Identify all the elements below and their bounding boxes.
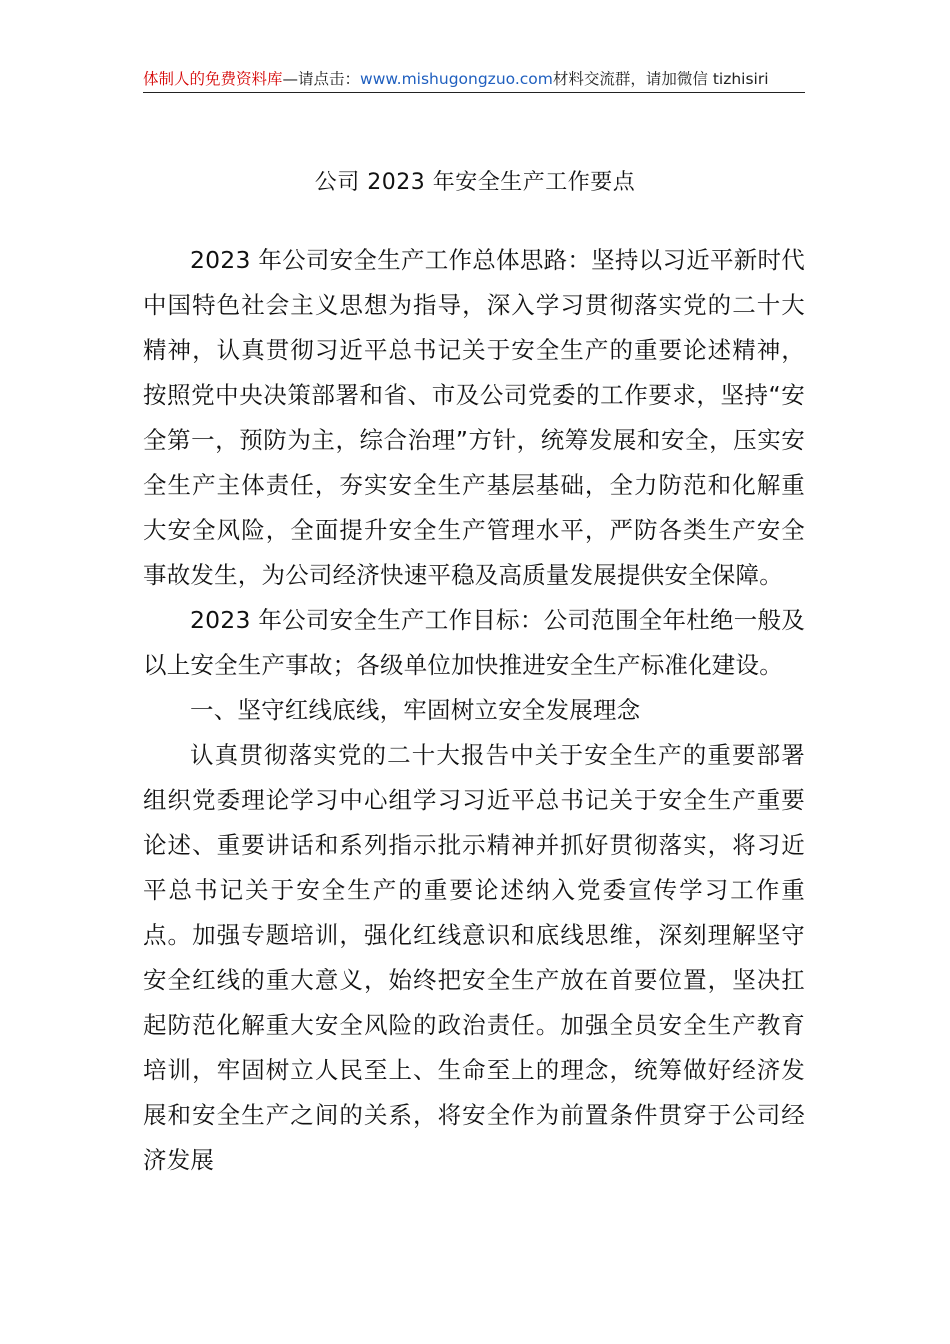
paragraph-overall-approach: 2023 年公司安全生产工作总体思路：坚持以习近平新时代中国特色社会主义思想为指导，深入学习贯彻落实党的二十大精神，认真贯彻习近平总书记关于安全生产的重要论述精神，按照党中央决策部署和省、市及公司党委的工作要求，坚持“安全第一，预防为主，综合治理”方针，统筹发展和安全，压实安全生产主体责任，夯实安全生产基层基础，全力防范和化解重大安全风险，全面提升安全生产管理水平，严防各类生产安全事故发生，为公司经济快速平稳及高质量发展提供安全保障。 xyxy=(143,246,805,589)
document-body xyxy=(143,238,805,1183)
paragraph-section-1: 认真贯彻落实党的二十大报告中关于安全生产的重要部署组织党委理论学习中心组学习习近平总书记关于安全生产重要论述、重要讲话和系列指示批示精神并抓好贯彻落实，将习近平总书记关于安全生产的重要论述纳入党委宣传学习工作重点。加强专题培训，强化红线意识和底线思维，深刻理解坚守安全红线的重大意义，始终把安全生产放在首要位置，坚决扛起防范化解重大安全风险的政治责任。加强全员安全生产教育培训，牢固树立人民至上、生命至上的理念，统筹做好经济发展和安全生产之间的关系，将安全作为前置条件贯穿于公司经济发展 xyxy=(143,741,805,1174)
header-note: 材料交流群，请加微信 tizhisiri xyxy=(552,70,769,88)
document-title: 公司 2023 年安全生产工作要点 xyxy=(314,170,636,195)
page-header xyxy=(143,66,805,93)
section-heading-1: 一、坚守红线底线，牢固树立安全发展理念 xyxy=(190,696,641,724)
paragraph-goals: 2023 年公司安全生产工作目标：公司范围全年杜绝一般及以上安全生产事故；各级单位加快推进安全生产标准化建设。 xyxy=(143,606,805,679)
header-prompt: —请点击： xyxy=(282,70,361,88)
header-url-link[interactable]: www.mishugongzuo.com xyxy=(360,70,553,88)
header-brand: 体制人的免费资料库 xyxy=(143,70,283,88)
